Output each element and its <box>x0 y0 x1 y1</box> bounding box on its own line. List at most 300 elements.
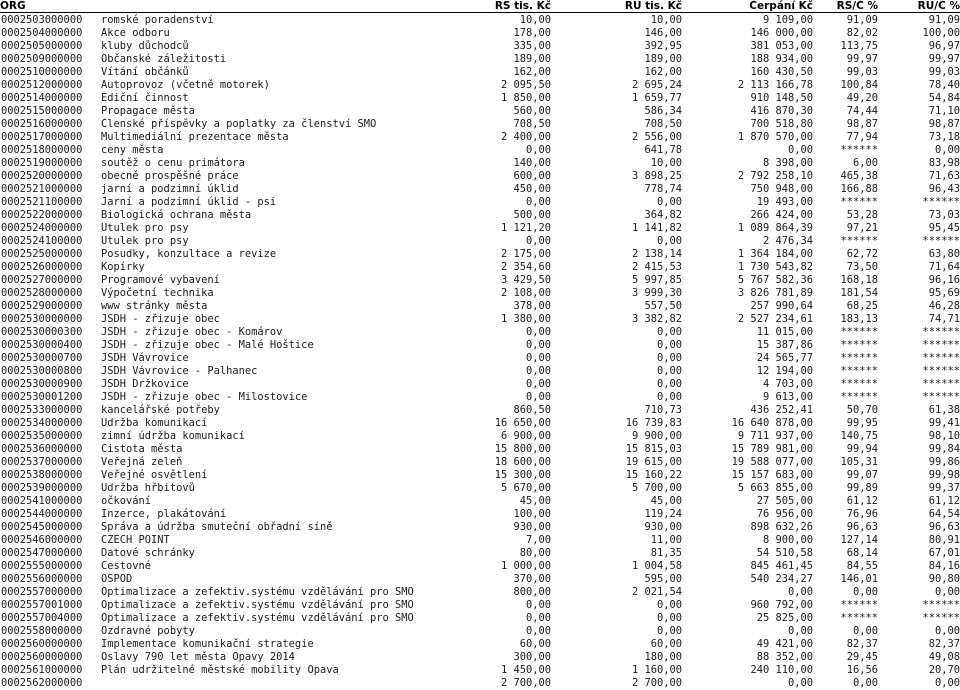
table-row <box>0 79 960 92</box>
cell-rs-pct: 73,50 <box>846 260 878 273</box>
cell-ru: 162,00 <box>644 65 682 78</box>
cell-cerpani: 3 826 781,89 <box>737 286 813 299</box>
cell-ru: 3 898,25 <box>631 169 682 182</box>
cell-rs-pct: ****** <box>840 234 878 247</box>
cell-name: Členské příspěvky a poplatky za členství SMO <box>101 117 377 130</box>
cell-ru-pct: 78,40 <box>928 78 960 91</box>
cell-org: 0002528000000 <box>1 286 83 299</box>
cell-rs-pct: 99,95 <box>846 416 878 429</box>
cell-rs: 15 800,00 <box>494 442 551 455</box>
cell-name: OSPOD <box>101 572 133 585</box>
cell-org: 0002560000000 <box>1 637 83 650</box>
cell-ru-pct: 96,63 <box>928 520 960 533</box>
cell-org: 0002517000000 <box>1 130 83 143</box>
cell-ru-pct: 99,97 <box>928 52 960 65</box>
cell-rs-pct: 91,09 <box>846 13 878 26</box>
cell-name: Optimalizace a zefektiv.systému vzdělávání pro SMO <box>101 611 414 624</box>
cell-cerpani: 2 476,34 <box>762 234 813 247</box>
cell-rs: 1 000,00 <box>500 559 551 572</box>
cell-rs: 178,00 <box>513 26 551 39</box>
cell-cerpani: 146 000,00 <box>750 26 813 39</box>
table-row <box>0 573 960 586</box>
cell-ru-pct: 73,18 <box>928 130 960 143</box>
cell-ru: 5 700,00 <box>631 481 682 494</box>
table-row <box>0 664 960 677</box>
cell-name: Cestovné <box>101 559 152 572</box>
cell-rs-pct: 113,75 <box>840 39 878 52</box>
table-row <box>0 599 960 612</box>
cell-ru-pct: 99,03 <box>928 65 960 78</box>
cell-org: 0002530000300 <box>1 325 83 338</box>
cell-cerpani: 16 640 878,00 <box>731 416 813 429</box>
cell-ru: 3 999,30 <box>631 286 682 299</box>
cell-ru: 119,24 <box>644 507 682 520</box>
cell-cerpani: 188 934,00 <box>750 52 813 65</box>
table-row <box>0 378 960 391</box>
cell-rs: 45,00 <box>519 494 551 507</box>
table-row <box>0 222 960 235</box>
cell-rs: 5 670,00 <box>500 481 551 494</box>
cell-org: 0002514000000 <box>1 91 83 104</box>
cell-cerpani: 54 510,58 <box>756 546 813 559</box>
cell-org: 0002524100000 <box>1 234 83 247</box>
cell-org: 0002544000000 <box>1 507 83 520</box>
cell-rs: 1 450,00 <box>500 663 551 676</box>
table-row <box>0 131 960 144</box>
cell-name: kluby důchodců <box>101 39 189 52</box>
header-cerpani: Čerpání Kč <box>749 0 813 12</box>
table-row <box>0 235 960 248</box>
cell-ru: 0,00 <box>656 377 682 390</box>
cell-name: JSDH Vávrovice - Palhanec <box>101 364 258 377</box>
cell-cerpani: 24 565,77 <box>756 351 813 364</box>
cell-rs: 0,00 <box>525 325 551 338</box>
cell-name: Oslavy 790 let města Opavy 2014 <box>101 650 295 663</box>
cell-ru-pct: 61,38 <box>928 403 960 416</box>
cell-rs-pct: 166,88 <box>840 182 878 195</box>
cell-ru-pct: 96,16 <box>928 273 960 286</box>
cell-rs-pct: 465,38 <box>840 169 878 182</box>
cell-rs-pct: ****** <box>840 611 878 624</box>
table-row <box>0 469 960 482</box>
cell-ru: 189,00 <box>644 52 682 65</box>
cell-ru-pct: ****** <box>922 390 960 403</box>
table-row <box>0 651 960 664</box>
cell-ru: 2 556,00 <box>631 130 682 143</box>
cell-rs: 378,00 <box>513 299 551 312</box>
cell-ru-pct: ****** <box>922 377 960 390</box>
cell-rs: 800,00 <box>513 585 551 598</box>
header-spacer <box>95 0 440 12</box>
table-row <box>0 248 960 261</box>
cell-rs-pct: 50,70 <box>846 403 878 416</box>
cell-org: 0002538000000 <box>1 468 83 481</box>
cell-rs-pct: 74,44 <box>846 104 878 117</box>
table-row <box>0 521 960 534</box>
cell-cerpani: 9 711 937,00 <box>737 429 813 442</box>
cell-name: Správa a údržba smuteční obřadní síně <box>101 520 333 533</box>
cell-rs-pct: ****** <box>840 390 878 403</box>
cell-rs-pct: 82,02 <box>846 26 878 39</box>
table-row <box>0 677 960 690</box>
cell-cerpani: 1 730 543,82 <box>737 260 813 273</box>
cell-rs: 0,00 <box>525 611 551 624</box>
cell-rs-pct: 183,13 <box>840 312 878 325</box>
cell-ru-pct: 98,10 <box>928 429 960 442</box>
cell-cerpani: 540 234,27 <box>750 572 813 585</box>
cell-cerpani: 2 527 234,61 <box>737 312 813 325</box>
cell-rs: 708,50 <box>513 117 551 130</box>
cell-name: obecně prospěšné práce <box>101 169 239 182</box>
cell-name: Optimalizace a zefektiv.systému vzdělávání pro SMO <box>101 598 414 611</box>
cell-ru: 0,00 <box>656 195 682 208</box>
cell-rs: 1 380,00 <box>500 312 551 325</box>
cell-rs: 600,00 <box>513 169 551 182</box>
cell-rs-pct: 99,89 <box>846 481 878 494</box>
header-rs-pct: RS/Č % <box>836 0 878 12</box>
cell-name: očkování <box>101 494 152 507</box>
cell-ru: 0,00 <box>656 364 682 377</box>
cell-ru: 778,74 <box>644 182 682 195</box>
cell-rs: 0,00 <box>525 377 551 390</box>
cell-ru-pct: 84,16 <box>928 559 960 572</box>
cell-rs: 16 650,00 <box>494 416 551 429</box>
cell-ru-pct: 61,12 <box>928 494 960 507</box>
cell-org: 0002555000000 <box>1 559 83 572</box>
cell-org: 0002522000000 <box>1 208 83 221</box>
cell-rs: 0,00 <box>525 390 551 403</box>
cell-rs-pct: 6,00 <box>852 156 878 169</box>
cell-org: 0002530000400 <box>1 338 83 351</box>
cell-ru-pct: 0,00 <box>934 143 960 156</box>
cell-org: 0002512000000 <box>1 78 83 91</box>
cell-ru: 1 141,82 <box>631 221 682 234</box>
cell-rs-pct: 29,45 <box>846 650 878 663</box>
cell-ru: 557,50 <box>644 299 682 312</box>
cell-ru-pct: ****** <box>922 195 960 208</box>
table-row <box>0 495 960 508</box>
cell-rs: 0,00 <box>525 598 551 611</box>
cell-cerpani: 0,00 <box>787 676 813 689</box>
cell-ru: 641,78 <box>644 143 682 156</box>
cell-name: Plán udržitelné městské mobility Opava <box>101 663 339 676</box>
cell-org: 0002530000900 <box>1 377 83 390</box>
cell-org: 0002560000000 <box>1 650 83 663</box>
cell-cerpani: 15 157 683,00 <box>731 468 813 481</box>
cell-rs-pct: 146,01 <box>840 572 878 585</box>
cell-cerpani: 1 364 184,00 <box>737 247 813 260</box>
cell-cerpani: 898 632,26 <box>750 520 813 533</box>
cell-cerpani: 15 789 981,00 <box>731 442 813 455</box>
cell-ru: 2 021,54 <box>631 585 682 598</box>
cell-org: 0002519000000 <box>1 156 83 169</box>
cell-org: 0002529000000 <box>1 299 83 312</box>
cell-cerpani: 5 663 855,00 <box>737 481 813 494</box>
cell-ru: 364,82 <box>644 208 682 221</box>
cell-rs-pct: 99,03 <box>846 65 878 78</box>
cell-ru: 19 615,00 <box>625 455 682 468</box>
table-row <box>0 612 960 625</box>
header-ru-pct: RU/Č % <box>917 0 960 12</box>
cell-ru-pct: 0,00 <box>934 624 960 637</box>
cell-rs-pct: 140,75 <box>840 429 878 442</box>
table-row <box>0 53 960 66</box>
cell-name: Inzerce, plakátování <box>101 507 227 520</box>
cell-ru: 586,34 <box>644 104 682 117</box>
cell-name <box>95 677 440 690</box>
cell-ru-pct: 98,87 <box>928 117 960 130</box>
table-row <box>0 547 960 560</box>
cell-rs-pct: ****** <box>840 598 878 611</box>
cell-rs-pct: ****** <box>840 377 878 390</box>
cell-rs: 0,00 <box>525 364 551 377</box>
table-row <box>0 196 960 209</box>
cell-ru: 9 900,00 <box>631 429 682 442</box>
cell-ru: 0,00 <box>656 624 682 637</box>
table-row <box>0 40 960 53</box>
table-row <box>0 339 960 352</box>
cell-ru: 0,00 <box>656 338 682 351</box>
cell-name: Jarní a podzimní úklid - psi <box>101 195 277 208</box>
cell-ru: 3 382,82 <box>631 312 682 325</box>
cell-org: 0002537000000 <box>1 455 83 468</box>
cell-rs-pct: 16,56 <box>846 663 878 676</box>
cell-ru-pct: 73,03 <box>928 208 960 221</box>
cell-cerpani: 15 387,86 <box>756 338 813 351</box>
table-row <box>0 404 960 417</box>
cell-rs-pct: 99,07 <box>846 468 878 481</box>
cell-name: Datové schránky <box>101 546 195 559</box>
cell-ru: 2 695,24 <box>631 78 682 91</box>
cell-name: Ozdravné pobyty <box>101 624 195 637</box>
cell-org: 0002505000000 <box>1 39 83 52</box>
cell-ru: 1 004,58 <box>631 559 682 572</box>
cell-ru-pct: 90,80 <box>928 572 960 585</box>
cell-ru: 0,00 <box>656 390 682 403</box>
cell-cerpani: 9 613,00 <box>762 390 813 403</box>
table-row <box>0 638 960 651</box>
table-row <box>0 456 960 469</box>
cell-ru-pct: ****** <box>922 338 960 351</box>
cell-ru-pct: 0,00 <box>934 585 960 598</box>
cell-ru-pct: 71,10 <box>928 104 960 117</box>
cell-cerpani: 750 948,00 <box>750 182 813 195</box>
cell-rs: 450,00 <box>513 182 551 195</box>
cell-rs: 100,00 <box>513 507 551 520</box>
cell-org: 0002535000000 <box>1 429 83 442</box>
cell-rs-pct: 0,00 <box>852 676 878 689</box>
cell-cerpani: 1 870 570,00 <box>737 130 813 143</box>
cell-name: Autoprovoz (včetně motorek) <box>101 78 270 91</box>
cell-rs-pct: 62,72 <box>846 247 878 260</box>
table-row <box>0 105 960 118</box>
cell-ru-pct: 99,41 <box>928 416 960 429</box>
cell-rs: 2 700,00 <box>500 676 551 689</box>
cell-cerpani: 960 792,00 <box>750 598 813 611</box>
cell-rs-pct: 61,12 <box>846 494 878 507</box>
table-body <box>0 14 960 690</box>
cell-rs: 2 400,00 <box>500 130 551 143</box>
cell-org: 0002526000000 <box>1 260 83 273</box>
table-row <box>0 443 960 456</box>
cell-ru: 60,00 <box>650 637 682 650</box>
cell-ru: 0,00 <box>656 325 682 338</box>
cell-name: Programové vybavení <box>101 273 220 286</box>
table-row <box>0 482 960 495</box>
cell-rs: 60,00 <box>519 637 551 650</box>
cell-ru-pct: ****** <box>922 351 960 364</box>
cell-org: 0002534000000 <box>1 416 83 429</box>
cell-org: 0002525000000 <box>1 247 83 260</box>
cell-org: 0002539000000 <box>1 481 83 494</box>
cell-ru-pct: 20,70 <box>928 663 960 676</box>
header-rs: RS tis. Kč <box>494 0 551 12</box>
cell-ru-pct: 99,37 <box>928 481 960 494</box>
cell-rs: 15 300,00 <box>494 468 551 481</box>
cell-cerpani: 416 870,30 <box>750 104 813 117</box>
cell-name: JSDH Vávrovice <box>101 351 189 364</box>
cell-rs-pct: 49,20 <box>846 91 878 104</box>
cell-ru: 2 700,00 <box>631 676 682 689</box>
cell-org: 0002545000000 <box>1 520 83 533</box>
cell-ru: 45,00 <box>650 494 682 507</box>
cell-org: 0002546000000 <box>1 533 83 546</box>
cell-name: Výpočetní technika <box>101 286 214 299</box>
cell-org: 0002556000000 <box>1 572 83 585</box>
cell-ru-pct: 71,64 <box>928 260 960 273</box>
cell-rs-pct: 0,00 <box>852 585 878 598</box>
cell-org: 0002516000000 <box>1 117 83 130</box>
cell-name: Kopírky <box>101 260 145 273</box>
cell-ru: 0,00 <box>656 234 682 247</box>
cell-ru: 2 415,53 <box>631 260 682 273</box>
cell-ru: 11,00 <box>650 533 682 546</box>
cell-org: 0002520000000 <box>1 169 83 182</box>
cell-org: 0002530000800 <box>1 364 83 377</box>
table-row <box>0 14 960 27</box>
header-org: ORG <box>0 0 26 12</box>
cell-ru-pct: 0,00 <box>934 676 960 689</box>
cell-ru-pct: 99,84 <box>928 442 960 455</box>
cell-org: 0002515000000 <box>1 104 83 117</box>
cell-rs: 10,00 <box>519 13 551 26</box>
cell-cerpani: 12 194,00 <box>756 364 813 377</box>
cell-rs: 2 108,00 <box>500 286 551 299</box>
cell-cerpani: 700 518,80 <box>750 117 813 130</box>
cell-rs: 2 095,50 <box>500 78 551 91</box>
cell-org: 0002533000000 <box>1 403 83 416</box>
cell-rs: 860,50 <box>513 403 551 416</box>
cell-cerpani: 11 015,00 <box>756 325 813 338</box>
cell-org: 0002503000000 <box>1 13 83 26</box>
table-row <box>0 274 960 287</box>
cell-rs-pct: 0,00 <box>852 624 878 637</box>
cell-ru: 0,00 <box>656 611 682 624</box>
cell-ru-pct: ****** <box>922 234 960 247</box>
cell-rs-pct: 99,94 <box>846 442 878 455</box>
header-ru: RU tis. Kč <box>624 0 682 12</box>
cell-ru-pct: 99,86 <box>928 455 960 468</box>
cell-rs-pct: ****** <box>840 325 878 338</box>
cell-ru: 15 160,22 <box>625 468 682 481</box>
cell-ru-pct: 64,54 <box>928 507 960 520</box>
cell-org: 0002524000000 <box>1 221 83 234</box>
cell-rs: 335,00 <box>513 39 551 52</box>
table-row <box>0 560 960 573</box>
cell-name: Implementace komunikační strategie <box>101 637 314 650</box>
cell-ru-pct: 96,43 <box>928 182 960 195</box>
cell-org: 0002509000000 <box>1 52 83 65</box>
cell-rs-pct: 99,97 <box>846 52 878 65</box>
cell-ru: 15 815,03 <box>625 442 682 455</box>
cell-rs: 162,00 <box>513 65 551 78</box>
table-row <box>0 586 960 599</box>
cell-rs: 0,00 <box>525 351 551 364</box>
table-row <box>0 625 960 638</box>
table-row <box>0 261 960 274</box>
cell-name: Optimalizace a zefektiv.systému vzdělávání pro SMO <box>101 585 414 598</box>
cell-rs: 7,00 <box>525 533 551 546</box>
cell-name: Propagace města <box>101 104 195 117</box>
cell-name: Občanské záležitosti <box>101 52 227 65</box>
cell-rs-pct: 127,14 <box>840 533 878 546</box>
cell-ru: 392,95 <box>644 39 682 52</box>
cell-ru: 595,00 <box>644 572 682 585</box>
cell-ru: 146,00 <box>644 26 682 39</box>
cell-rs: 560,00 <box>513 104 551 117</box>
cell-rs-pct: 168,18 <box>840 273 878 286</box>
cell-ru: 0,00 <box>656 598 682 611</box>
cell-rs-pct: 53,28 <box>846 208 878 221</box>
table-row <box>0 352 960 365</box>
cell-name: Čistota města <box>101 442 183 455</box>
cell-cerpani: 88 352,00 <box>756 650 813 663</box>
cell-ru-pct: 49,08 <box>928 650 960 663</box>
cell-cerpani: 910 148,50 <box>750 91 813 104</box>
cell-org: 0002530001200 <box>1 390 83 403</box>
cell-cerpani: 76 956,00 <box>756 507 813 520</box>
cell-rs-pct: 105,31 <box>840 455 878 468</box>
table-row <box>0 209 960 222</box>
cell-name: Biologická ochrana města <box>101 208 252 221</box>
cell-ru: 81,35 <box>650 546 682 559</box>
table-row <box>0 66 960 79</box>
cell-ru: 930,00 <box>644 520 682 533</box>
table-row <box>0 287 960 300</box>
cell-rs-pct: 68,14 <box>846 546 878 559</box>
cell-ru: 2 138,14 <box>631 247 682 260</box>
cell-org: 0002521100000 <box>1 195 83 208</box>
cell-cerpani: 436 252,41 <box>750 403 813 416</box>
cell-name: CZECH POINT <box>101 533 170 546</box>
cell-org: 0002530000000 <box>1 312 83 325</box>
cell-org: 0002547000000 <box>1 546 83 559</box>
table-row <box>0 300 960 313</box>
cell-ru: 10,00 <box>650 13 682 26</box>
cell-ru-pct: 99,98 <box>928 468 960 481</box>
table-row <box>0 118 960 131</box>
cell-cerpani: 8 398,00 <box>762 156 813 169</box>
cell-rs: 1 121,20 <box>500 221 551 234</box>
cell-ru-pct: ****** <box>922 364 960 377</box>
table-row <box>0 92 960 105</box>
cell-rs: 0,00 <box>525 195 551 208</box>
cell-rs-pct: 97,21 <box>846 221 878 234</box>
cell-ru: 708,50 <box>644 117 682 130</box>
cell-name: JSDH - zřizuje obec - Malé Hoštice <box>101 338 314 351</box>
cell-name: Veřejná zeleň <box>101 455 183 468</box>
cell-cerpani: 381 053,00 <box>750 39 813 52</box>
